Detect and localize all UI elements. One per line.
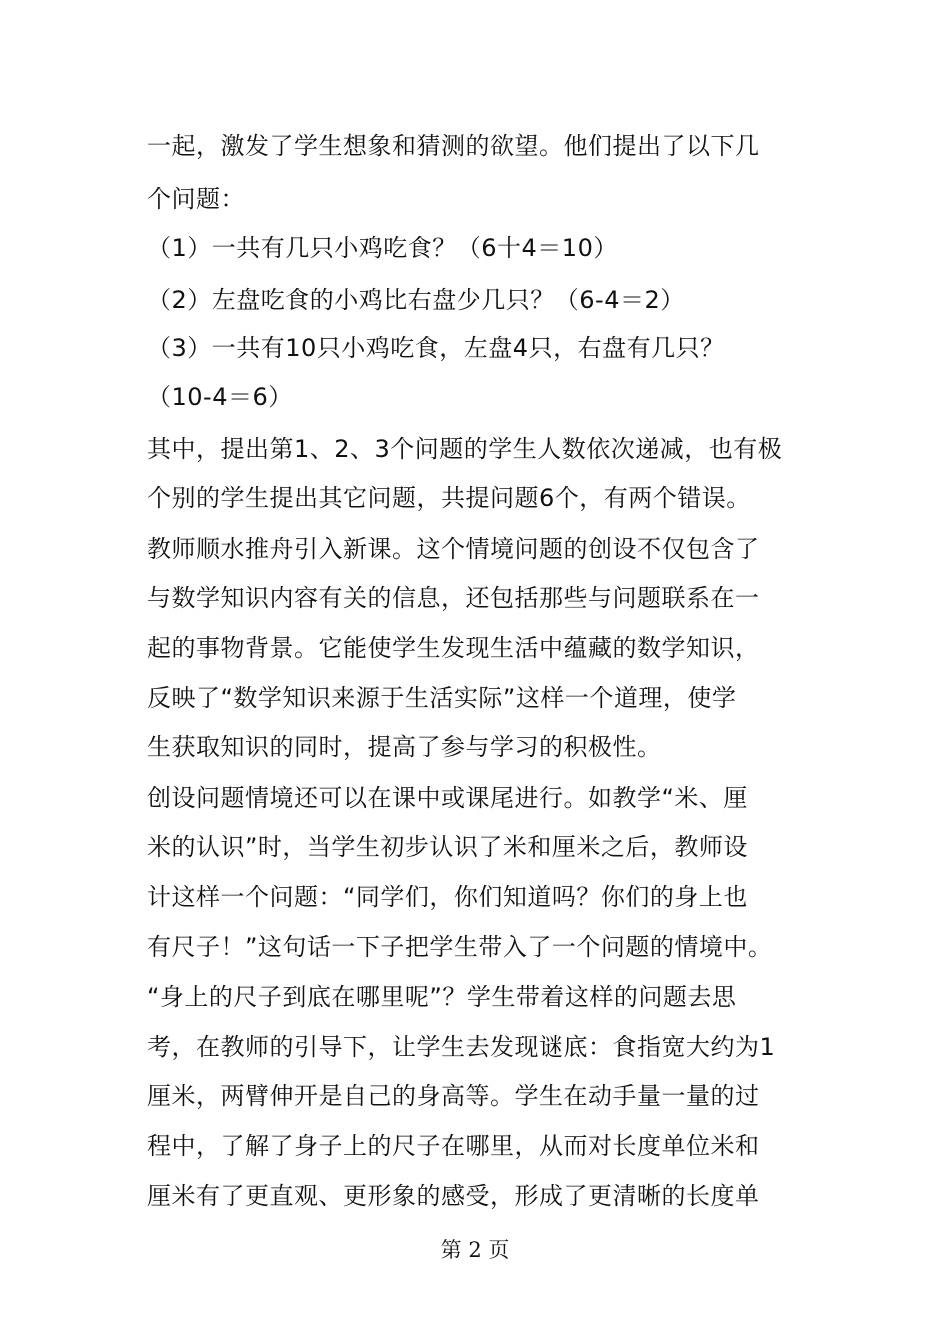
text-line: 考，在教师的引导下，让学生去发现谜底：食指宽大约为1 [147, 1033, 776, 1061]
text-line: 个别的学生提出其它问题，共提问题6个，有两个错误。 [147, 484, 751, 512]
text-line: （3）一共有10只小鸡吃食，左盘4只，右盘有几只？ [147, 334, 725, 362]
text-line: 其中，提出第1、2、3个问题的学生人数依次递减，也有极 [147, 435, 783, 463]
text-line: 个问题： [147, 185, 245, 213]
text-line: 米的认识”时，当学生初步认识了米和厘米之后，教师设 [147, 833, 748, 861]
text-line: （1）一共有几只小鸡吃食？（6十4＝10） [147, 234, 618, 262]
text-line: 与数学知识内容有关的信息，还包括那些与问题联系在一 [147, 584, 760, 612]
text-line: 教师顺水推舟引入新课。这个情境问题的创设不仅包含了 [147, 535, 760, 563]
text-line: 计这样一个问题：“同学们，你们知道吗？你们的身上也 [147, 883, 748, 911]
text-line: 有尺子！”这句话一下子把学生带入了一个问题的情境中。 [147, 933, 773, 961]
text-line: （2）左盘吃食的小鸡比右盘少几只？（6-4＝2） [147, 286, 685, 314]
text-line: 创设问题情境还可以在课中或课尾进行。如教学“米、厘 [147, 784, 748, 812]
text-line: （10-4＝6） [147, 383, 293, 411]
text-line: “身上的尺子到底在哪里呢”？学生带着这样的问题去思 [147, 983, 737, 1011]
text-line: 生获取知识的同时，提高了参与学习的积极性。 [147, 733, 662, 761]
text-line: 反映了“数学知识来源于生活实际”这样一个道理，使学 [147, 684, 737, 712]
text-line: 程中，了解了身子上的尺子在哪里，从而对长度单位米和 [147, 1132, 760, 1160]
page-number: 第 2 页 [440, 1238, 510, 1262]
text-line: 厘米，两臂伸开是自己的身高等。学生在动手量一量的过 [147, 1082, 760, 1110]
text-line: 一起，激发了学生想象和猜测的欲望。他们提出了以下几 [147, 132, 760, 160]
text-line: 厘米有了更直观、更形象的感受，形成了更清晰的长度单 [147, 1182, 760, 1210]
text-line: 起的事物背景。它能使学生发现生活中蕴藏的数学知识， [147, 634, 760, 662]
